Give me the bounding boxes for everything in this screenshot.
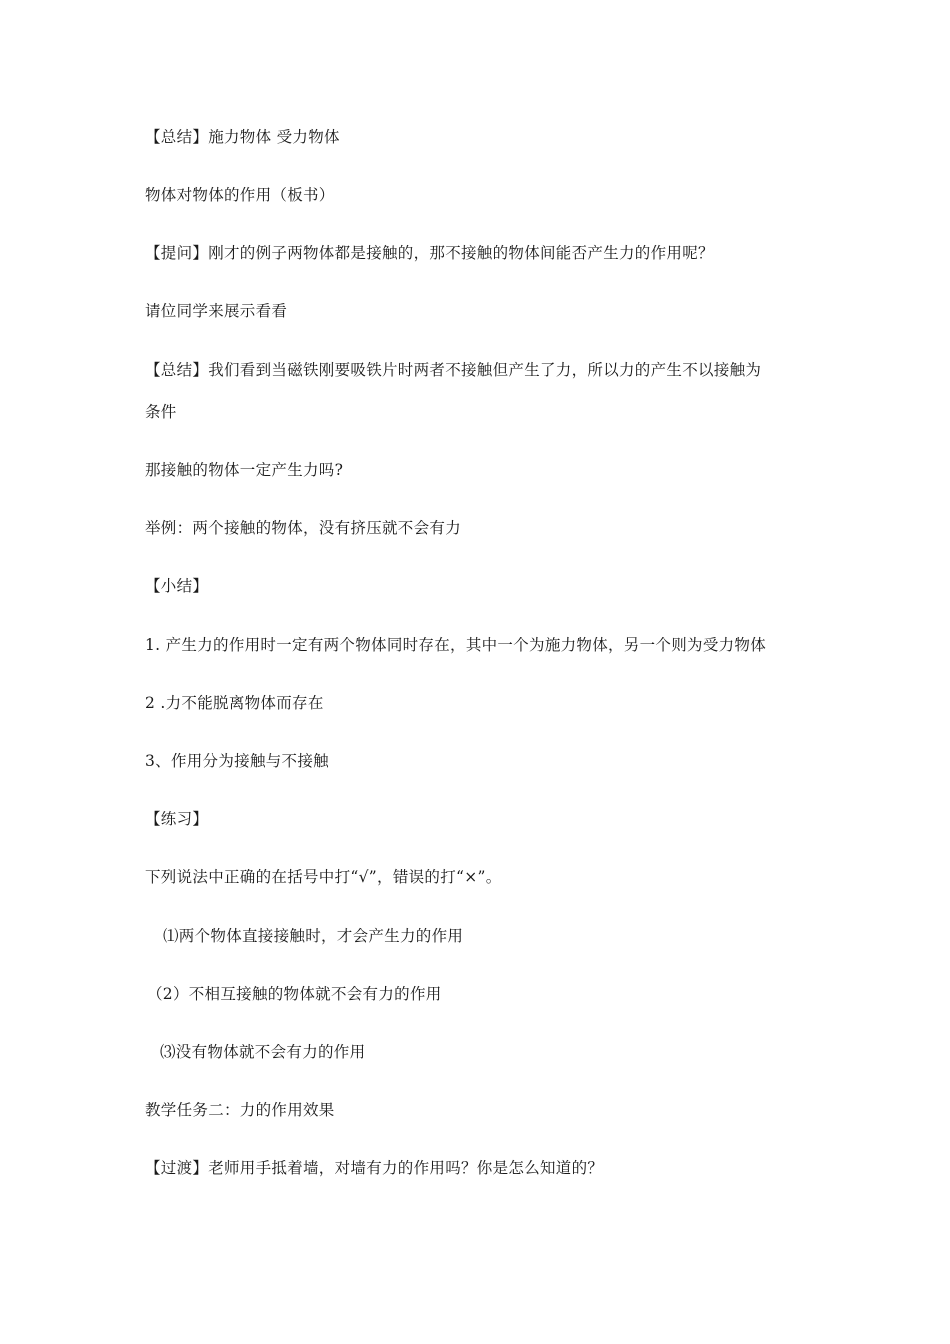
demo-request-line: 请位同学来展示看看 <box>145 302 288 320</box>
transition-line: 【过渡】老师用手抵着墙，对墙有力的作用吗？你是怎么知道的？ <box>145 1159 604 1177</box>
exercise-heading: 【练习】 <box>145 810 209 828</box>
board-note-line: 物体对物体的作用（板书） <box>145 186 335 204</box>
summary-point-1: 1. 产生力的作用时一定有两个物体同时存在，其中一个为施力物体，另一个则为受力物体 <box>145 636 767 654</box>
exercise-instructions: 下列说法中正确的在括号中打“√”，错误的打“×”。 <box>145 868 502 886</box>
exercise-item-3: ⑶没有物体就不会有力的作用 <box>160 1043 366 1061</box>
summary-point-2: 2 .力不能脱离物体而存在 <box>145 694 324 712</box>
brief-summary-heading: 【小结】 <box>145 577 209 595</box>
summary-line-2: 【总结】我们看到当磁铁刚要吸铁片时两者不接触但产生了力，所以力的产生不以接触为 <box>145 361 762 379</box>
summary-line-1: 【总结】施力物体 受力物体 <box>145 128 340 146</box>
exercise-item-1: ⑴两个物体直接接触时，才会产生力的作用 <box>163 927 464 945</box>
summary-line-2-continued: 条件 <box>145 403 177 421</box>
exercise-item-2: （2）不相互接触的物体就不会有力的作用 <box>147 985 442 1003</box>
question-line: 【提问】刚才的例子两物体都是接触的，那不接触的物体间能否产生力的作用呢？ <box>145 244 714 262</box>
summary-point-3: 3、作用分为接触与不接触 <box>145 752 329 770</box>
task-two-heading: 教学任务二：力的作用效果 <box>145 1101 335 1119</box>
contact-question-line: 那接触的物体一定产生力吗? <box>145 461 344 479</box>
example-line: 举例：两个接触的物体，没有挤压就不会有力 <box>145 519 462 537</box>
